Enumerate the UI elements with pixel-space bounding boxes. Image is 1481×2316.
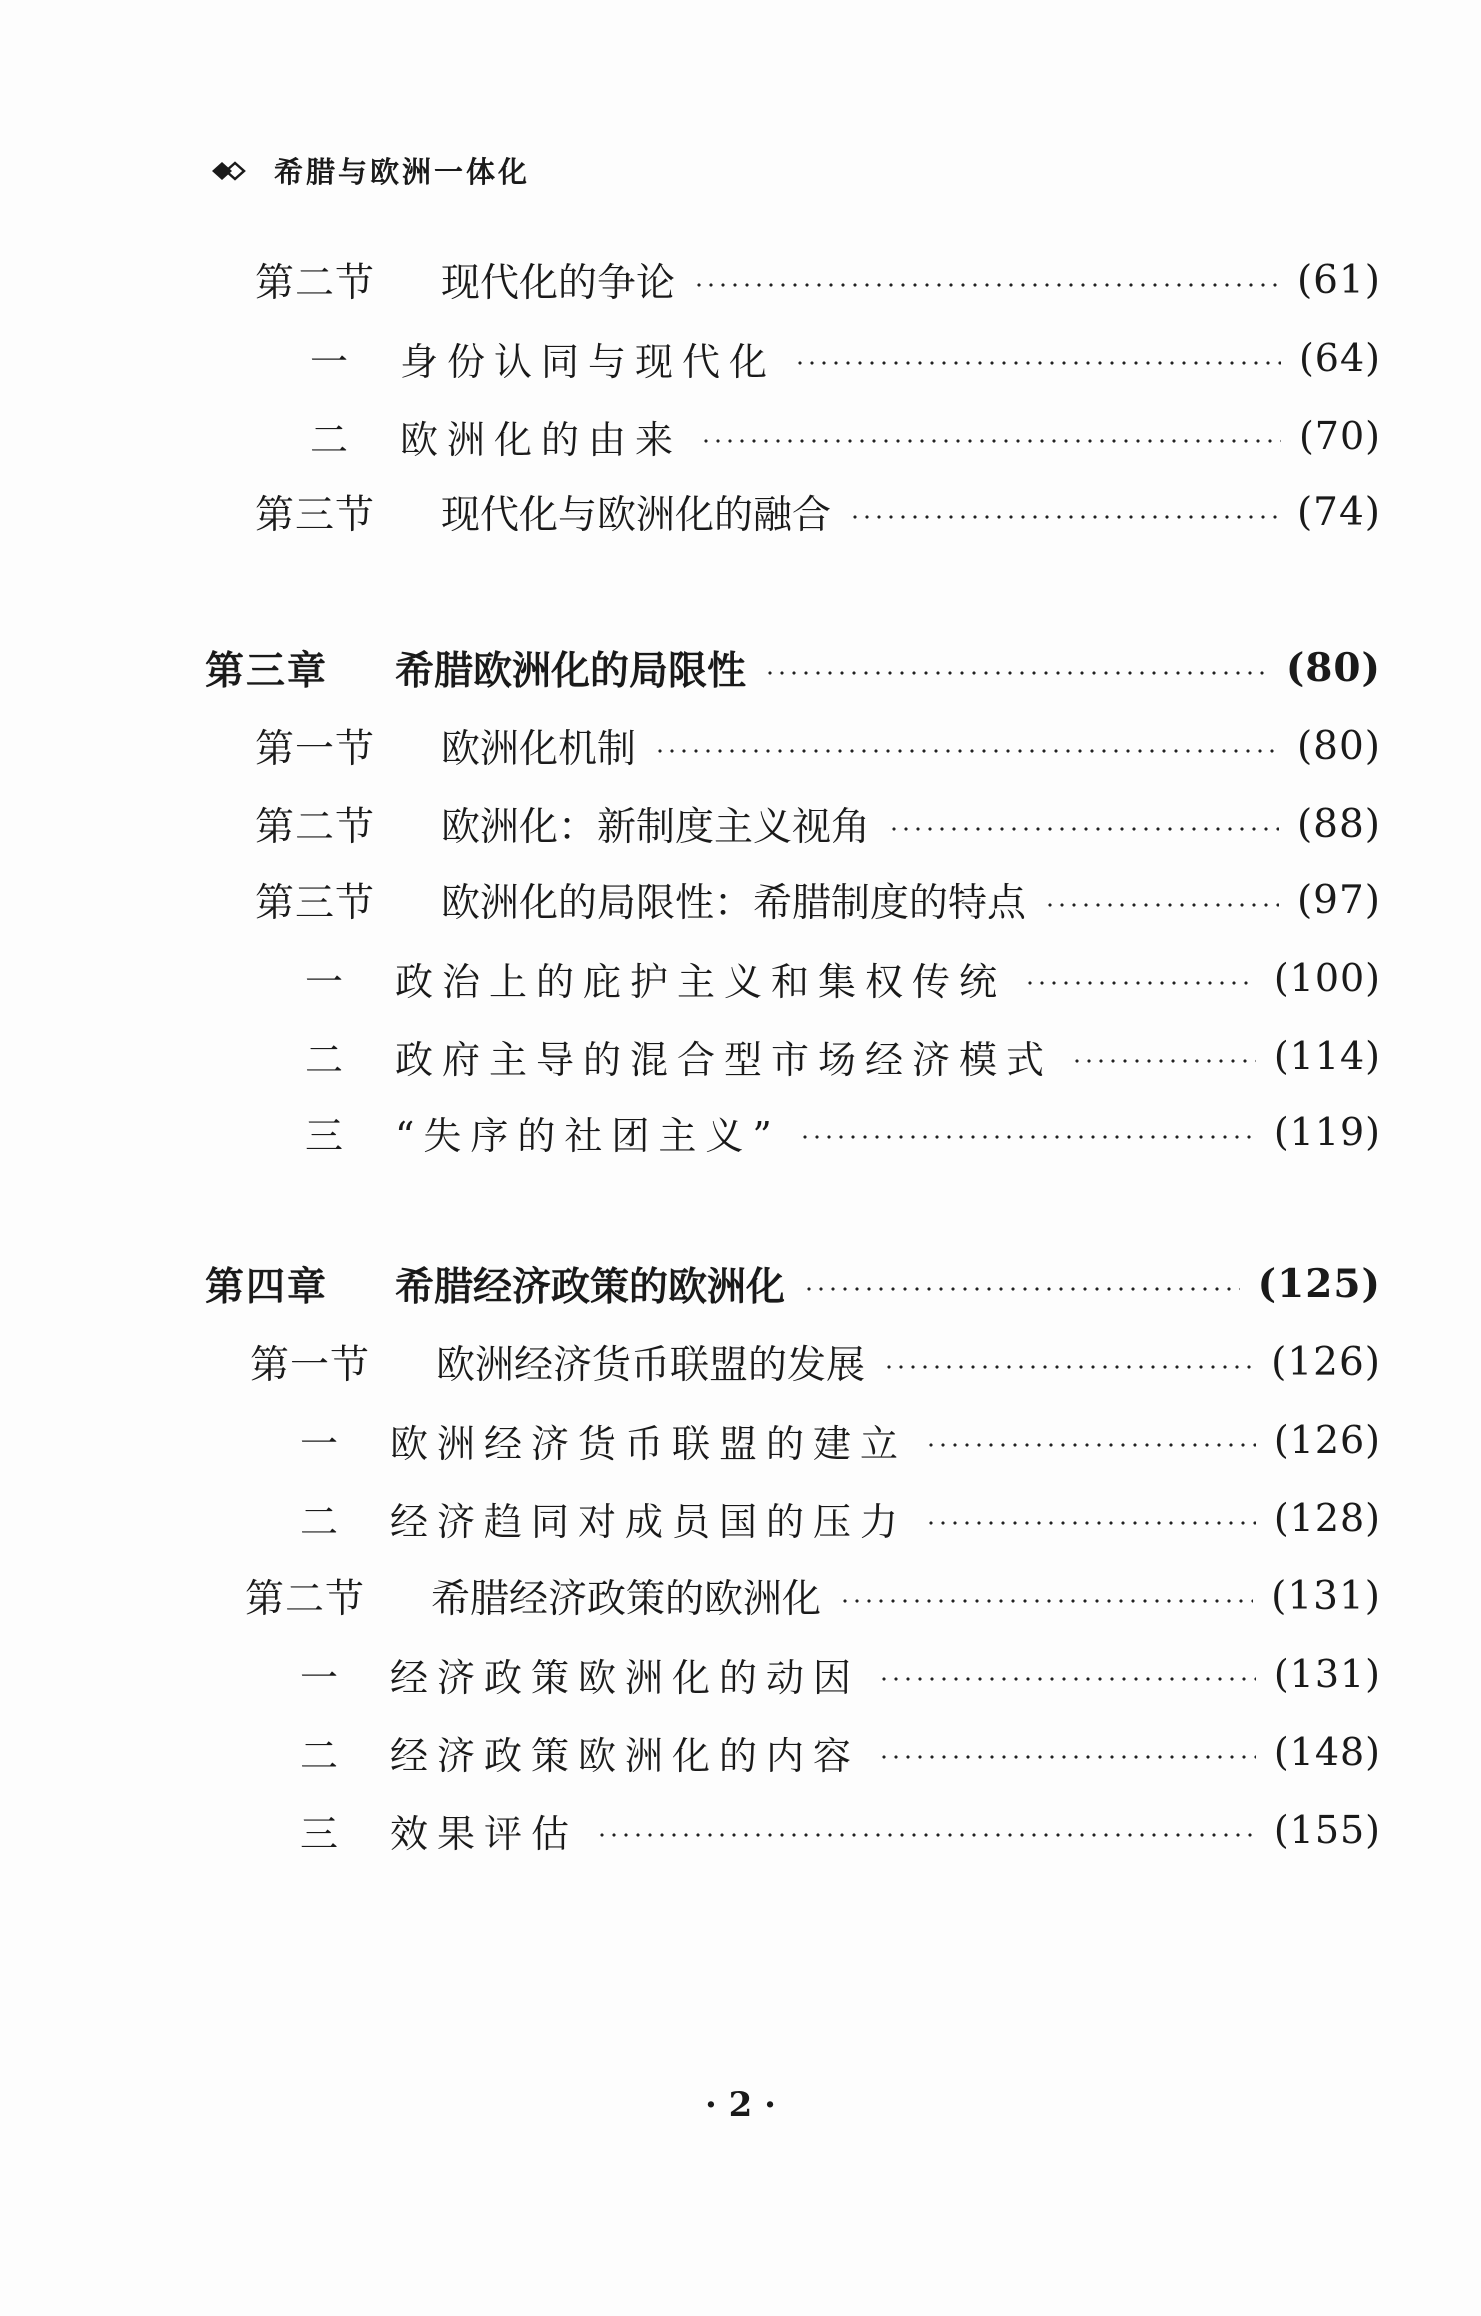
toc-entry-page: (80) — [1285, 645, 1381, 691]
dot-leader — [803, 1287, 1240, 1291]
toc-entry-number: 一 — [310, 339, 349, 384]
toc-entry-page: (128) — [1273, 1496, 1381, 1540]
toc-entry[interactable] — [245, 1566, 1381, 1626]
toc-entry[interactable] — [255, 870, 1381, 930]
toc-entry-number: 第四章 — [205, 1264, 329, 1310]
toc-entry-number: 第二节 — [245, 1577, 366, 1622]
toc-entry-page: (88) — [1296, 801, 1381, 847]
toc-entry-page: (70) — [1298, 414, 1381, 458]
dot-leader — [888, 827, 1279, 831]
page-number: · 2 · — [704, 2085, 776, 2125]
toc-entry-page: (61) — [1296, 257, 1381, 303]
dot-leader — [1024, 981, 1256, 985]
toc-entry-title: 希腊经济政策的欧洲化 — [431, 1577, 822, 1622]
dot-leader — [849, 515, 1279, 519]
toc-entry[interactable] — [300, 1722, 1381, 1782]
toc-entry[interactable] — [305, 1026, 1381, 1086]
toc-entry[interactable] — [255, 716, 1381, 776]
diamond-ornament-icon — [210, 160, 248, 182]
toc-entry-page: (80) — [1296, 723, 1381, 769]
dot-leader — [1071, 1059, 1256, 1063]
toc-entry[interactable] — [250, 1332, 1381, 1392]
toc-entry[interactable] — [300, 1800, 1381, 1860]
toc-entry-title: 欧洲化的局限性：希腊制度的特点 — [441, 881, 1027, 926]
dot-leader — [878, 1755, 1256, 1759]
toc-entry[interactable] — [300, 1410, 1381, 1470]
toc-entry[interactable] — [255, 482, 1381, 542]
toc-entry-page: (97) — [1296, 877, 1381, 923]
toc-entry-page: (119) — [1273, 1110, 1381, 1154]
toc-entry[interactable] — [310, 406, 1381, 466]
toc-entry-page: (74) — [1296, 489, 1381, 535]
toc-entry-number: 二 — [305, 1037, 344, 1082]
toc-entry[interactable] — [305, 1102, 1381, 1162]
toc-entry-number: 第一节 — [255, 727, 376, 772]
dot-leader — [878, 1677, 1256, 1681]
toc-entry-title: “失序的社团主义” — [395, 1113, 781, 1158]
toc-entry[interactable] — [255, 250, 1381, 310]
toc-entry[interactable] — [310, 328, 1381, 388]
toc-entry-page: (100) — [1273, 956, 1381, 1000]
dot-leader — [925, 1521, 1256, 1525]
toc-entry-title: 欧洲化机制 — [441, 727, 637, 772]
toc-entry[interactable] — [205, 638, 1381, 698]
toc-entry-number: 第一节 — [250, 1343, 371, 1388]
toc-entry-number: 三 — [305, 1113, 344, 1158]
toc-entry[interactable] — [300, 1488, 1381, 1548]
toc-entry-number: 二 — [300, 1733, 339, 1778]
toc-entry-page: (125) — [1257, 1261, 1381, 1307]
toc-entry-number: 第三节 — [255, 493, 376, 538]
toc-entry-page: (114) — [1273, 1034, 1381, 1078]
toc-entry-number: 二 — [310, 417, 349, 462]
dot-leader — [799, 1135, 1256, 1139]
dot-leader — [654, 749, 1279, 753]
dot-leader — [1044, 903, 1279, 907]
dot-leader — [794, 361, 1281, 365]
toc-entry-page: (64) — [1298, 336, 1381, 380]
toc-entry-title: 政府主导的混合型市场经济模式 — [395, 1037, 1054, 1082]
toc-entry-title: 希腊经济政策的欧洲化 — [395, 1264, 786, 1310]
dot-leader — [693, 283, 1279, 287]
toc-entry-title: 政治上的庇护主义和集权传统 — [395, 959, 1007, 1004]
toc-entry-title: 欧洲经济货币联盟的建立 — [390, 1421, 908, 1466]
toc-entry[interactable] — [205, 1254, 1381, 1314]
toc-entry-title: 现代化的争论 — [441, 261, 676, 306]
toc-entry-title: 欧洲经济货币联盟的发展 — [436, 1343, 866, 1388]
toc-entry-number: 一 — [300, 1421, 339, 1466]
toc-entry-title: 经济政策欧洲化的动因 — [390, 1655, 861, 1700]
toc-entry-number: 三 — [300, 1811, 339, 1856]
toc-entry[interactable] — [305, 948, 1381, 1008]
toc-entry-title: 希腊欧洲化的局限性 — [395, 648, 747, 694]
dot-leader — [925, 1443, 1256, 1447]
toc-entry-title: 欧洲化：新制度主义视角 — [441, 805, 871, 850]
dot-leader — [700, 439, 1281, 443]
toc-entry-number: 二 — [300, 1499, 339, 1544]
toc-entry-number: 一 — [300, 1655, 339, 1700]
toc-entry-title: 经济趋同对成员国的压力 — [390, 1499, 908, 1544]
running-header-title: 希腊与欧洲一体化 — [274, 155, 531, 189]
toc-entry[interactable] — [300, 1644, 1381, 1704]
toc-entry[interactable] — [255, 794, 1381, 854]
dot-leader — [883, 1365, 1253, 1369]
toc-entry-title: 效果评估 — [390, 1811, 579, 1856]
toc-entry-title: 身份认同与现代化 — [400, 339, 777, 384]
toc-entry-number: 第二节 — [255, 805, 376, 850]
toc-entry-number: 第三章 — [205, 648, 329, 694]
toc-entry-page: (148) — [1273, 1730, 1381, 1774]
toc-entry-title: 现代化与欧洲化的融合 — [441, 493, 832, 538]
toc-entry-number: 一 — [305, 959, 344, 1004]
running-header — [210, 150, 530, 191]
toc-entry-page: (131) — [1273, 1652, 1381, 1696]
toc-entry-page: (126) — [1271, 1339, 1381, 1385]
toc-entry-number: 第三节 — [255, 881, 376, 926]
toc-entry-title: 欧洲化的由来 — [400, 417, 683, 462]
dot-leader — [596, 1833, 1256, 1837]
dot-leader — [839, 1599, 1253, 1603]
toc-entry-page: (126) — [1273, 1418, 1381, 1462]
toc-entry-number: 第二节 — [255, 261, 376, 306]
toc-entry-title: 经济政策欧洲化的内容 — [390, 1733, 861, 1778]
toc-entry-page: (155) — [1273, 1808, 1381, 1852]
toc-entry-page: (131) — [1271, 1573, 1381, 1619]
dot-leader — [764, 671, 1268, 675]
